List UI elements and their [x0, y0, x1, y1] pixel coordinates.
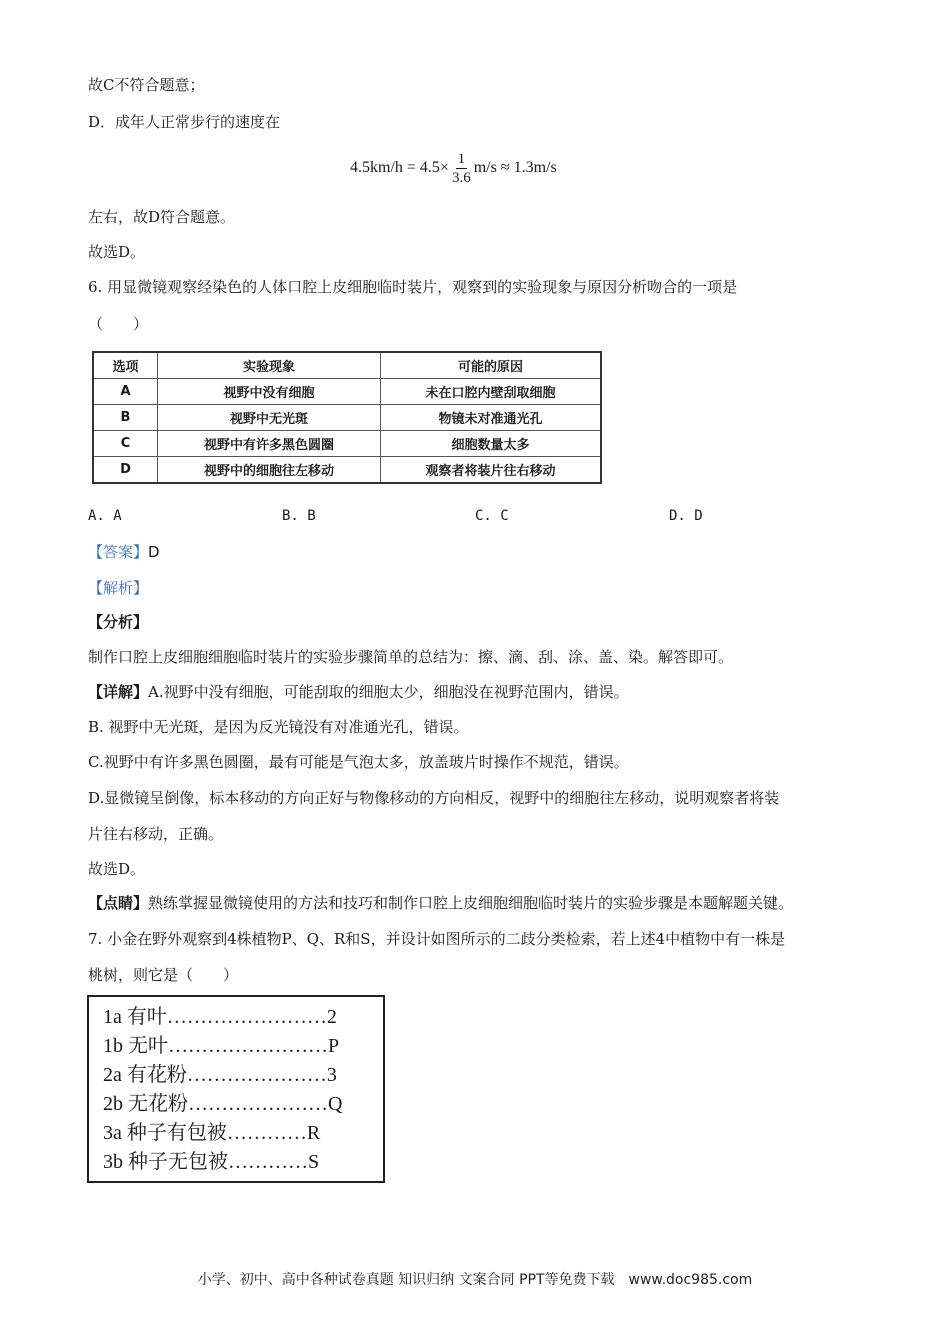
key-item: 3a 种子有包被…………R [103, 1122, 321, 1144]
table-header-cell: 可能的原因 [381, 352, 602, 379]
option-a: A. A [88, 508, 122, 524]
key-item: 2a 有花粉…………………3 [103, 1064, 337, 1086]
formula-lhs: 4.5km/h = 4.5× [350, 159, 449, 176]
detail-choose: 故选D。 [88, 860, 146, 878]
detail-label: 【详解】 [88, 683, 149, 701]
question-6-stem: 6. 用显微镜观察经染色的人体口腔上皮细胞临时装片，观察到的实验现象与原因分析吻合的一项是 [88, 278, 738, 296]
question-7-stem: 7. 小金在野外观察到4株植物P、Q、R和S，并设计如图所示的二歧分类检索，若上述4中植物中有一株是 [88, 930, 786, 948]
text-line: 故选D。 [88, 243, 146, 261]
detail-line-a [88, 682, 629, 702]
table-cell: 视野中的细胞往左移动 [158, 457, 381, 484]
formula-fraction [452, 150, 471, 187]
option-d: D. D [669, 508, 703, 524]
key-item: 1b 无叶……………………P [103, 1035, 340, 1057]
table-cell: D [93, 457, 158, 484]
dianjing-label: 【点睛】 [88, 894, 149, 912]
table-cell: C [93, 431, 158, 457]
answer-blank: （ ） [88, 315, 149, 333]
table-row [93, 431, 601, 457]
dianjing-line [88, 893, 793, 913]
detail-d2: 片往右移动，正确。 [88, 825, 224, 843]
answer-label: 【答案】 [88, 543, 149, 561]
table-row [93, 405, 601, 431]
detail-b: B. 视野中无光斑，是因为反光镜没有对准通光孔，错误。 [88, 718, 469, 736]
detail-c: C.视野中有许多黑色圆圈，最有可能是气泡太多，放盖玻片时操作不规范，错误。 [88, 753, 629, 771]
detail-a: A.视野中没有细胞，可能刮取的细胞太少，细胞没在视野范围内，错误。 [148, 683, 629, 701]
fenxi-label: 【分析】 [88, 613, 149, 631]
key-item: 1a 有叶……………………2 [103, 1006, 337, 1028]
page-footer: 小学、初中、高中各种试卷真题 知识归纳 文案合同 PPT等免费下载 www.doc985.com [197, 1272, 753, 1288]
fenxi-text: 制作口腔上皮细胞细胞临时装片的实验步骤简单的总结为：擦、滴、刮、涂、盖、染。解答即可。 [88, 648, 734, 666]
text-line: D．成年人正常步行的速度在 [88, 113, 281, 131]
table-cell: 观察者将装片往右移动 [381, 457, 602, 484]
table-row [93, 379, 601, 405]
table-cell: 视野中没有细胞 [158, 379, 381, 405]
table-cell: 物镜未对准通光孔 [381, 405, 602, 431]
key-item: 2b 无花粉…………………Q [103, 1093, 343, 1115]
analysis-label: 【解析】 [88, 579, 149, 597]
table-cell: 视野中无光斑 [158, 405, 381, 431]
option-c: C. C [475, 508, 509, 524]
table-cell: B [93, 405, 158, 431]
table-header-cell: 实验现象 [158, 352, 381, 379]
text-line: 左右，故D符合题意。 [88, 208, 236, 226]
detail-d1: D.显微镜呈倒像，标本移动的方向正好与物像移动的方向相反，视野中的细胞往左移动，说明观察者将装 [88, 789, 780, 807]
text-line: 故C不符合题意； [88, 76, 205, 94]
table-header-cell: 选项 [93, 352, 158, 379]
formula-rhs: m/s ≈ 1.3m/s [473, 159, 557, 176]
question-6-table [92, 351, 602, 484]
dianjing-text: 熟练掌握显微镜使用的方法和技巧和制作口腔上皮细胞细胞临时装片的实验步骤是本题解题关键。 [148, 894, 794, 912]
table-header-row [93, 352, 601, 379]
question-6-options [88, 508, 868, 528]
question-7-stem-cont: 桃树，则它是（ ） [88, 966, 239, 984]
dichotomous-key [87, 995, 385, 1183]
answer-line [88, 542, 160, 562]
formula-numerator: 1 [457, 150, 466, 167]
table-cell: 细胞数量太多 [381, 431, 602, 457]
option-b: B. B [282, 508, 316, 524]
table-row [93, 457, 601, 484]
answer-value: D [148, 543, 160, 561]
table-cell: A [93, 379, 158, 405]
table-cell: 未在口腔内壁刮取细胞 [381, 379, 602, 405]
formula-denominator: 3.6 [451, 169, 471, 186]
table-cell: 视野中有许多黑色圆圈 [158, 431, 381, 457]
key-item: 3b 种子无包被…………S [103, 1151, 320, 1173]
speed-formula [350, 145, 557, 191]
